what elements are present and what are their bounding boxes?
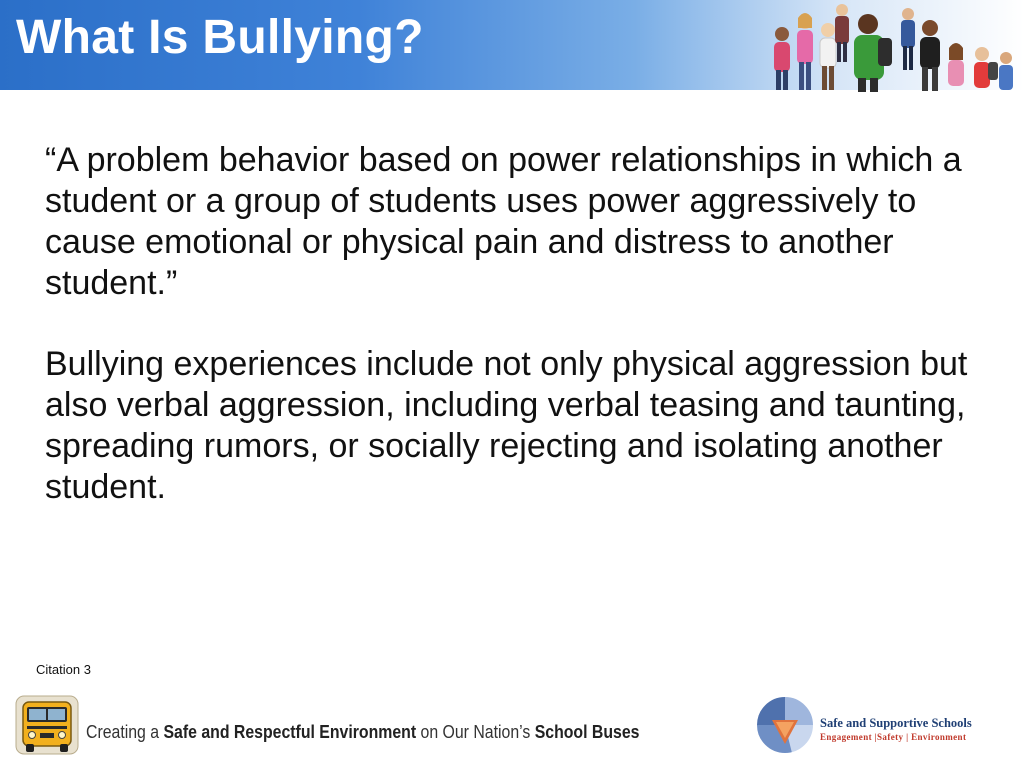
logo-subtitle: Engagement |Safety | Environment xyxy=(820,732,967,742)
tagline-emphasis: Safe and Respectful Environment xyxy=(163,722,417,742)
slide-footer xyxy=(0,690,1024,768)
slide-body xyxy=(45,140,995,508)
definition-quote: “A problem behavior based on power relationships in which a student or a group of students uses power aggressively to cause emotional or physical pain and distress to another student.” xyxy=(45,141,962,302)
logo-text-block xyxy=(820,716,972,742)
tagline-part: on Our Nation’s xyxy=(416,722,535,742)
slide-title: What Is Bullying? xyxy=(16,11,424,64)
citation-label: Citation 3 xyxy=(36,662,91,677)
bullying-experiences-paragraph: Bullying experiences include not only physical aggression but also verbal aggression, including verbal teasing and taunting, spreading rumors, or socially rejecting and isolating another student. xyxy=(45,345,968,506)
tagline-emphasis: School Buses xyxy=(534,722,640,742)
school-bus-icon xyxy=(14,694,80,756)
tagline-part: Creating a xyxy=(86,722,164,742)
slide-header xyxy=(0,0,1024,90)
logo-title: Safe and Supportive Schools xyxy=(820,716,972,730)
footer-tagline xyxy=(86,722,639,743)
safe-supportive-schools-logo-icon xyxy=(752,694,818,756)
students-group-photo xyxy=(760,0,1024,92)
